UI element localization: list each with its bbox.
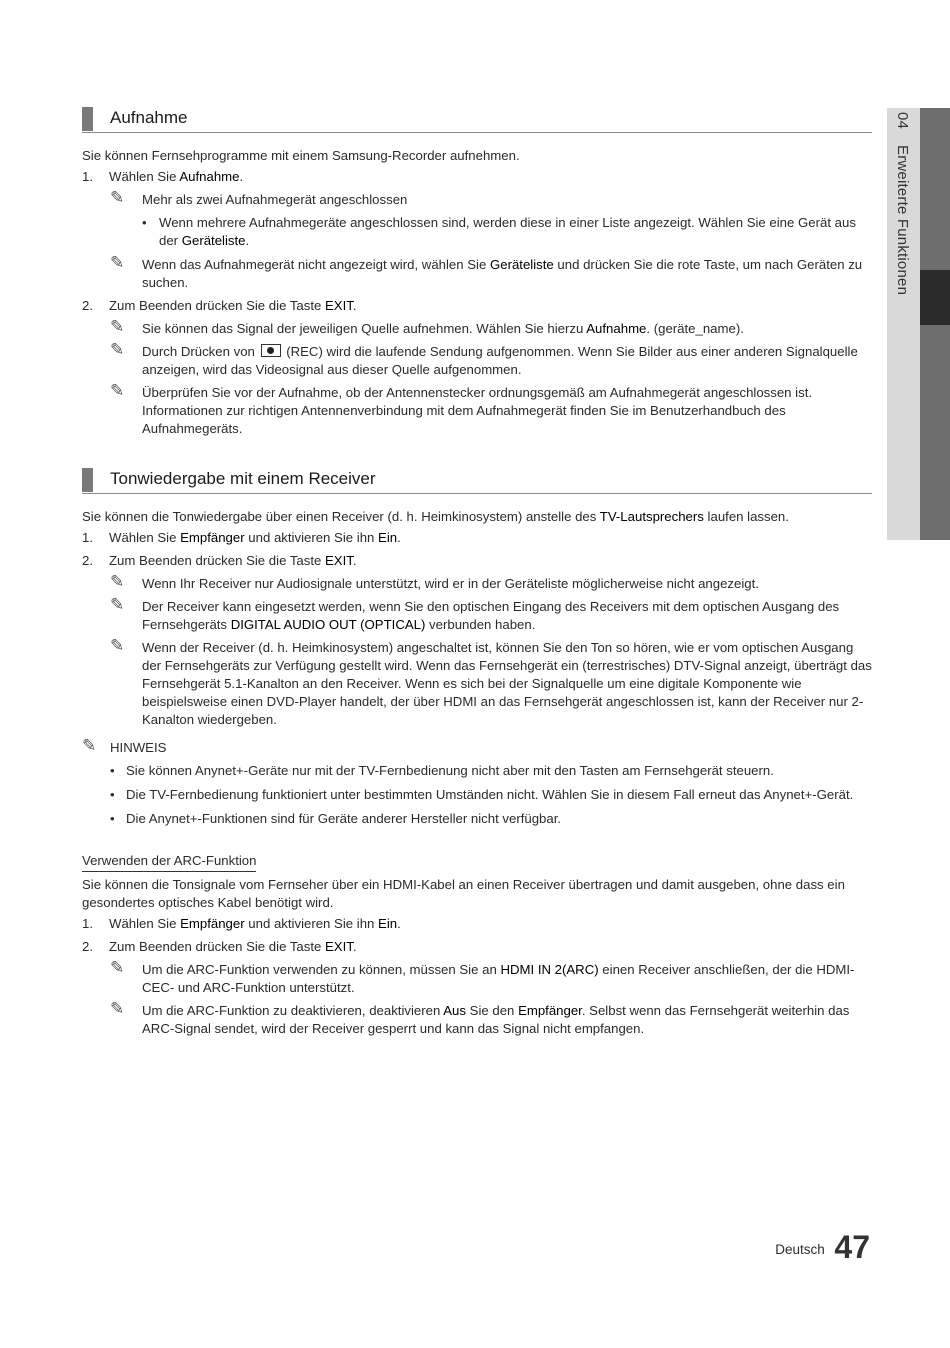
rec-button-icon xyxy=(261,344,281,357)
note: ✎ Durch Drücken von (REC) wird die laufende Sendung aufgenommen. Wenn Sie Bilder aus einer anderen Signalquelle anzeigen, wird das Videosignal aus dieser Quelle aufgenommen. xyxy=(110,340,858,377)
bullet-item: • Die TV-Fernbedienung funktioniert unter bestimmten Umständen nicht. Wählen Sie in diesem Fall erneut das Anynet+-Gerät. xyxy=(110,787,854,802)
pencil-icon: ✎ xyxy=(110,253,125,272)
note: ✎ Der Receiver kann eingesetzt werden, wenn Sie den optischen Eingang des Receivers mit dem optischen Ausgang des Fernsehgeräts DIGITAL AUDIO OUT (OPTICAL) verbunden haben. xyxy=(110,595,840,632)
bullet-icon: • xyxy=(110,787,115,802)
page-number: 47 xyxy=(834,1229,870,1265)
paragraph: Sie können die Tonsignale vom Fernseher über ein HDMI-Kabel an einen Receiver übertragen und damit ausgeben, ohne dass ein gesondertes optisches Kabel benötigt wird. xyxy=(82,877,845,910)
pencil-icon: ✎ xyxy=(110,317,125,336)
note: ✎ Mehr als zwei Aufnahmegerät angeschlossen xyxy=(110,188,408,207)
note: ✎ Wenn der Receiver (d. h. Heimkinosystem) angeschaltet ist, können Sie den Ton so hören, wie er vom optischen Ausgang der Fernsehgeräts zur Verfügung gestellt wird. Wenn das Fernsehgerät ein (terrestrisches) DTV-Signal anzeigt, überträgt das Fernsehgerät 5.1-Kanalton an den Receiver. Wenn es sich bei der Signalquelle um eine digitale Komponente wie beispielsweise einen DVD-Player handelt, der über HDMI an das Fernsehgerät angeschlossen ist, kann der Receiver nur 2-Kanalton wiedergeben. xyxy=(110,636,872,727)
section-title: Tonwiedergabe mit einem Receiver xyxy=(110,469,376,488)
note: ✎ Um die ARC-Funktion verwenden zu können, müssen Sie an HDMI IN 2(ARC) einen Receiver anschließen, der die HDMI-CEC- und ARC-Funktion unterstützt. xyxy=(110,958,855,995)
step-item: 1. Wählen Sie Aufnahme. xyxy=(82,169,244,184)
pencil-icon: ✎ xyxy=(110,636,125,655)
page-content xyxy=(82,104,872,1043)
pencil-icon: ✎ xyxy=(110,999,125,1018)
step-item: 2. Zum Beenden drücken Sie die Taste EXIT. xyxy=(82,298,357,313)
step-item: 2. Zum Beenden drücken Sie die Taste EXIT. xyxy=(82,553,357,568)
page-footer xyxy=(775,1229,870,1265)
hinweis-heading: ✎ HINWEIS xyxy=(82,736,167,755)
pencil-icon: ✎ xyxy=(110,381,125,400)
bullet-item: • Wenn mehrere Aufnahmegeräte angeschlossen sind, werden diese in einer Liste angezeigt. Wählen Sie eine Gerät aus der Geräteliste. xyxy=(142,215,856,248)
bullet-icon: • xyxy=(110,763,115,778)
pencil-icon: ✎ xyxy=(110,340,125,359)
step-item: 1. Wählen Sie Empfänger und aktivieren Sie ihn Ein. xyxy=(82,916,401,931)
bullet-icon: • xyxy=(142,215,147,230)
note: ✎ Überprüfen Sie vor der Aufnahme, ob der Antennenstecker ordnungsgemäß am Aufnahmegerät angeschlossen ist. Informationen zur richtigen Antennenverbindung mit dem Aufnahmegerät finden Sie im Benutzerhandbuch des Aufnahmegeräts. xyxy=(110,381,813,436)
paragraph: Sie können Fernsehprogramme mit einem Samsung-Recorder aufnehmen. xyxy=(82,148,520,163)
section-header-aufnahme xyxy=(82,104,872,133)
section-bar xyxy=(82,107,93,131)
note: ✎ Wenn das Aufnahmegerät nicht angezeigt wird, wählen Sie Geräteliste und drücken Sie die rote Taste, um nach Geräten zu suchen. xyxy=(110,253,863,290)
note: ✎ Wenn Ihr Receiver nur Audiosignale unterstützt, wird er in der Geräteliste möglicherweise nicht angezeigt. xyxy=(110,572,759,591)
note: ✎ Sie können das Signal der jeweiligen Quelle aufnehmen. Wählen Sie hierzu Aufnahme. (geräte_name). xyxy=(110,317,744,336)
chapter-tab-marker xyxy=(920,270,950,325)
footer-language: Deutsch xyxy=(775,1242,825,1257)
subsection-title-arc: Verwenden der ARC-Funktion xyxy=(82,852,256,872)
pencil-icon: ✎ xyxy=(110,572,125,591)
chapter-number: 04 xyxy=(894,112,911,130)
pencil-icon: ✎ xyxy=(82,736,97,755)
section-bar xyxy=(82,468,93,492)
note: ✎ Um die ARC-Funktion zu deaktivieren, deaktivieren Aus Sie den Empfänger. Selbst wenn das Fernsehgerät weiterhin das ARC-Signal sendet, wird der Receiver gesperrt und kann das Signal nicht empfangen. xyxy=(110,999,850,1036)
paragraph: Sie können die Tonwiedergabe über einen Receiver (d. h. Heimkinosystem) anstelle des TV-Lautsprechers laufen lassen. xyxy=(82,509,789,524)
bullet-icon: • xyxy=(110,811,115,826)
pencil-icon: ✎ xyxy=(110,188,125,207)
section-title: Aufnahme xyxy=(110,108,188,127)
section-header-receiver xyxy=(82,465,872,494)
bullet-item: • Die Anynet+-Funktionen sind für Geräte anderer Hersteller nicht verfügbar. xyxy=(110,811,562,826)
step-item: 1. Wählen Sie Empfänger und aktivieren Sie ihn Ein. xyxy=(82,530,401,545)
pencil-icon: ✎ xyxy=(110,595,125,614)
step-item: 2. Zum Beenden drücken Sie die Taste EXIT. xyxy=(82,939,357,954)
pencil-icon: ✎ xyxy=(110,958,125,977)
bullet-item: • Sie können Anynet+-Geräte nur mit der TV-Fernbedienung nicht aber mit den Tasten am Fernsehgerät steuern. xyxy=(110,763,774,778)
chapter-label xyxy=(893,112,911,308)
chapter-title: Erweiterte Funktionen xyxy=(894,145,911,296)
